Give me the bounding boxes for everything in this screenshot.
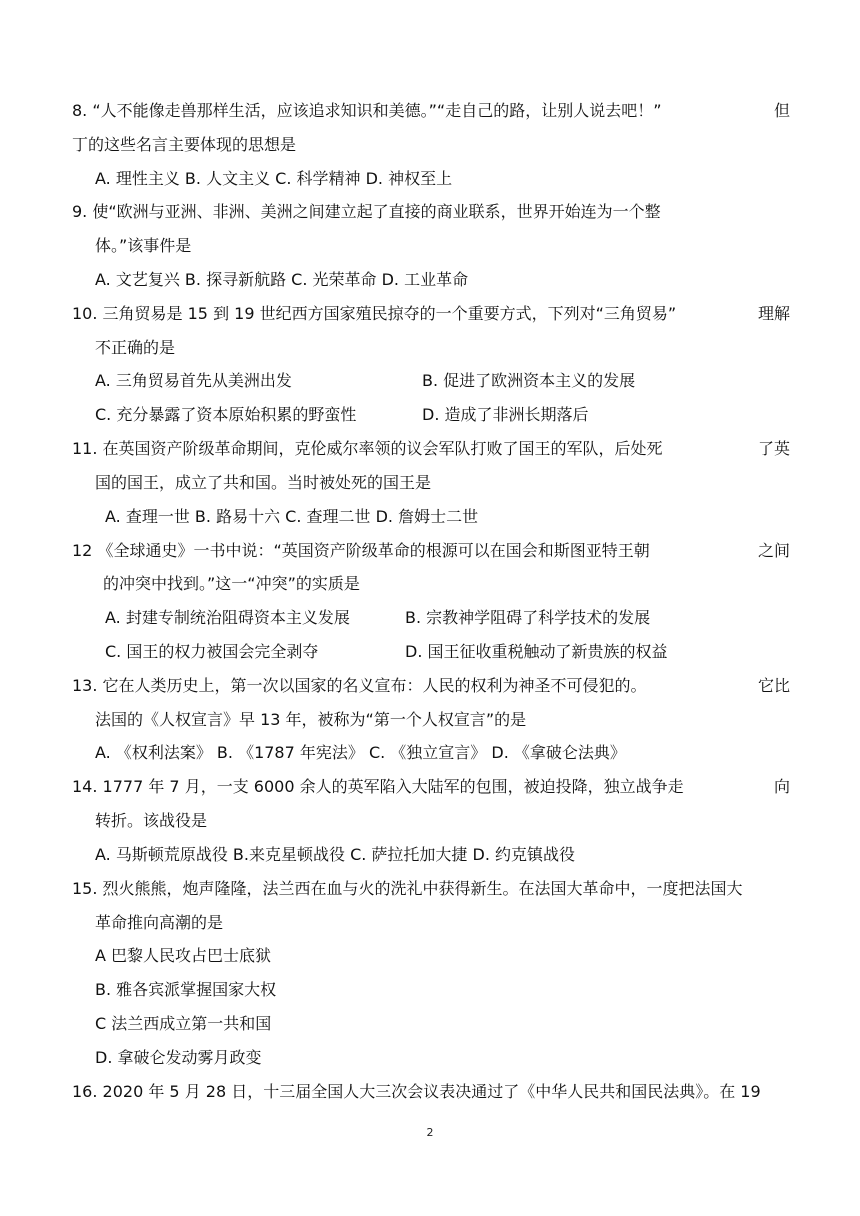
- question-15-option-b: B. 雅各宾派掌握国家大权: [95, 980, 277, 999]
- question-10-stem-line1: 10. 三角贸易是 15 到 19 世纪西方国家殖民掠夺的一个重要方式，下列对“三角贸易”: [72, 304, 677, 323]
- question-13-stem-line1: 13. 它在人类历史上，第一次以国家的名义宣布：人民的权利为神圣不可侵犯的。: [72, 676, 647, 695]
- question-14-stem-line2: 转折。该战役是: [95, 811, 208, 830]
- question-14-options: A. 马斯顿荒原战役 B.来克星顿战役 C. 萨拉托加大捷 D. 约克镇战役: [95, 845, 575, 864]
- question-12-stem-line1: 12 《全球通史》一书中说：“英国资产阶级革命的根源可以在国会和斯图亚特王朝: [72, 541, 650, 560]
- question-12-option-b: B. 宗教神学阻碍了科学技术的发展: [405, 608, 651, 627]
- question-15-stem-line2: 革命推向高潮的是: [95, 913, 224, 932]
- question-11-stem-line1: 11. 在英国资产阶级革命期间，克伦威尔率领的议会军队打败了国王的军队，后处死: [72, 439, 663, 458]
- question-11-options: A. 查理一世 B. 路易十六 C. 查理二世 D. 詹姆士二世: [105, 507, 479, 526]
- question-11-stem-tail: 了英: [757, 439, 790, 458]
- question-12-stem-line2: 的冲突中找到。”这一“冲突”的实质是: [103, 574, 360, 593]
- question-14-stem-line1: 14. 1777 年 7 月，一支 6000 余人的英军陷入大陆军的包围，被迫投降，独立战争走: [72, 777, 684, 796]
- question-10-option-d: D. 造成了非洲长期落后: [422, 405, 589, 424]
- question-8-options: A. 理性主义 B. 人文主义 C. 科学精神 D. 神权至上: [95, 169, 453, 188]
- question-9-options: A. 文艺复兴 B. 探寻新航路 C. 光荣革命 D. 工业革命: [95, 270, 469, 289]
- question-10-option-b: B. 促进了欧洲资本主义的发展: [422, 371, 636, 390]
- question-10-stem-tail: 理解: [757, 304, 790, 323]
- question-12-option-a: A. 封建专制统治阻碍资本主义发展: [105, 608, 350, 627]
- question-13-stem-tail: 它比: [757, 676, 790, 695]
- question-10-stem-line2: 不正确的是: [95, 338, 176, 357]
- question-12-option-d: D. 国王征收重税触动了新贵族的权益: [405, 642, 668, 661]
- question-10-option-c: C. 充分暴露了资本原始积累的野蛮性: [95, 405, 357, 424]
- question-13-stem-line2: 法国的《人权宣言》早 13 年，被称为“第一个人权宣言”的是: [95, 710, 527, 729]
- question-9-stem-line1: 9. 使“欧洲与亚洲、非洲、美洲之间建立起了直接的商业联系，世界开始连为一个整: [72, 202, 661, 221]
- question-11-stem-line2: 国的国王，成立了共和国。当时被处死的国王是: [95, 473, 432, 492]
- question-15-option-d: D. 拿破仑发动雾月政变: [95, 1048, 262, 1067]
- page-number: 2: [426, 1126, 434, 1139]
- question-8-stem-tail: 但: [773, 101, 790, 120]
- question-15-option-a: A 巴黎人民攻占巴士底狱: [95, 946, 272, 965]
- question-10-option-a: A. 三角贸易首先从美洲出发: [95, 371, 292, 390]
- question-8-stem-line1: 8. “人不能像走兽那样生活，应该追求知识和美德。”“走自己的路，让别人说去吧！”: [72, 101, 662, 120]
- question-15-option-c: C 法兰西成立第一共和国: [95, 1014, 272, 1033]
- question-16-stem-line1: 16. 2020 年 5 月 28 日，十三届全国人大三次会议表决通过了《中华人民共和国民法典》。在 19: [72, 1082, 761, 1101]
- question-15-stem-line1: 15. 烈火熊熊，炮声隆隆，法兰西在血与火的洗礼中获得新生。在法国大革命中，一度把法国大: [72, 879, 743, 898]
- question-14-stem-tail: 向: [773, 777, 790, 796]
- question-12-option-c: C. 国王的权力被国会完全剥夺: [105, 642, 319, 661]
- question-8-stem-line2: 丁的这些名言主要体现的思想是: [72, 135, 297, 154]
- question-9-stem-line2: 体。”该事件是: [95, 236, 192, 255]
- question-13-options: A. 《权利法案》 B. 《1787 年宪法》 C. 《独立宣言》 D. 《拿破仑法典》: [95, 743, 626, 762]
- question-12-stem-tail: 之间: [757, 541, 790, 560]
